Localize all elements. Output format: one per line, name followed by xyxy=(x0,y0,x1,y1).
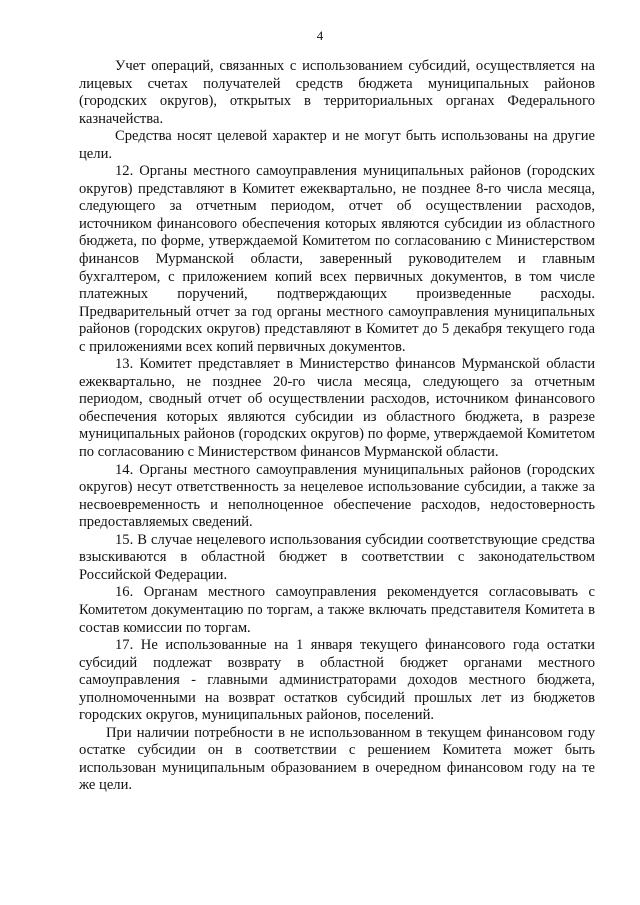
paragraph-target-purpose: Средства носят целевой характер и не могут быть использованы на другие цели. xyxy=(79,128,595,162)
paragraph-16: 16. Органам местного самоуправления рекомендуется согласовывать с Комитетом документацию по торгам, а также включать представителя Комитета в состав комиссии по торгам. xyxy=(79,584,595,636)
page-number: 4 xyxy=(316,28,324,43)
paragraph-15: 15. В случае нецелевого использования субсидии соответствующие средства взыскиваются в областной бюджет в соответствии с законодательством Российской Федерации. xyxy=(79,531,595,583)
paragraph-accounting: Учет операций, связанных с использованием субсидий, осуществляется на лицевых счетах получателей средств бюджета муниципальных районов (городских округов), открытых в территориальных органах Федерального казначейства. xyxy=(79,58,595,127)
paragraph-17: 17. Не использованные на 1 января текущего финансового года остатки субсидий подлежат возврату в областной бюджет органами местного самоуправления - главными администраторами доходов местного бюджета, уполномоченными на возврат остатков субсидий прошлых лет из бюджетов городских округов, муниципальных районов, поселений. xyxy=(79,637,595,724)
document-body xyxy=(79,58,595,795)
paragraph-14: 14. Органы местного самоуправления муниципальных районов (городских округов) несут ответственность за нецелевое использование субсидии, а также за несвоевременность и неполноценное обеспечение расходов, недостоверность предоставляемых сведений. xyxy=(79,461,595,531)
paragraph-12: 12. Органы местного самоуправления муниципальных районов (городских округов) представляют в Комитет ежеквартально, не позднее 8-го числа месяца, следующего за отчетным периодом, отчет об осуществлении расходов, источником финансового обеспечения которых являются субсидии из областного бюджета, по форме, утверждаемой Комитетом по согласованию с Министерством финансов Мурманской области, заверенный руководителем и главным бухгалтером, с приложением копий всех первичных документов, в том числе платежных поручений, подтверждающих произведенные расходы. Предварительный отчет за год органы местного самоуправления муниципальных районов (городских округов) представляют в Комитет до 5 декабря текущего года с приложениями всех копий первичных документов. xyxy=(79,163,595,355)
paragraph-13: 13. Комитет представляет в Министерство финансов Мурманской области ежеквартально, не позднее 20-го числа месяца, следующего за отчетным периодом, сводный отчет об осуществлении расходов, источником финансового обеспечения которых являются субсидии из областного бюджета, в разрезе муниципальных районов (городских округов) по форме, утверждаемой Комитетом по согласованию с Министерством финансов Мурманской области. xyxy=(79,356,595,461)
paragraph-remaining-use: При наличии потребности в не использованном в текущем финансовом году остатке субсидии он в соответствии с решением Комитета может быть использован муниципальным образованием в очередном финансовом году на те же цели. xyxy=(79,724,595,794)
